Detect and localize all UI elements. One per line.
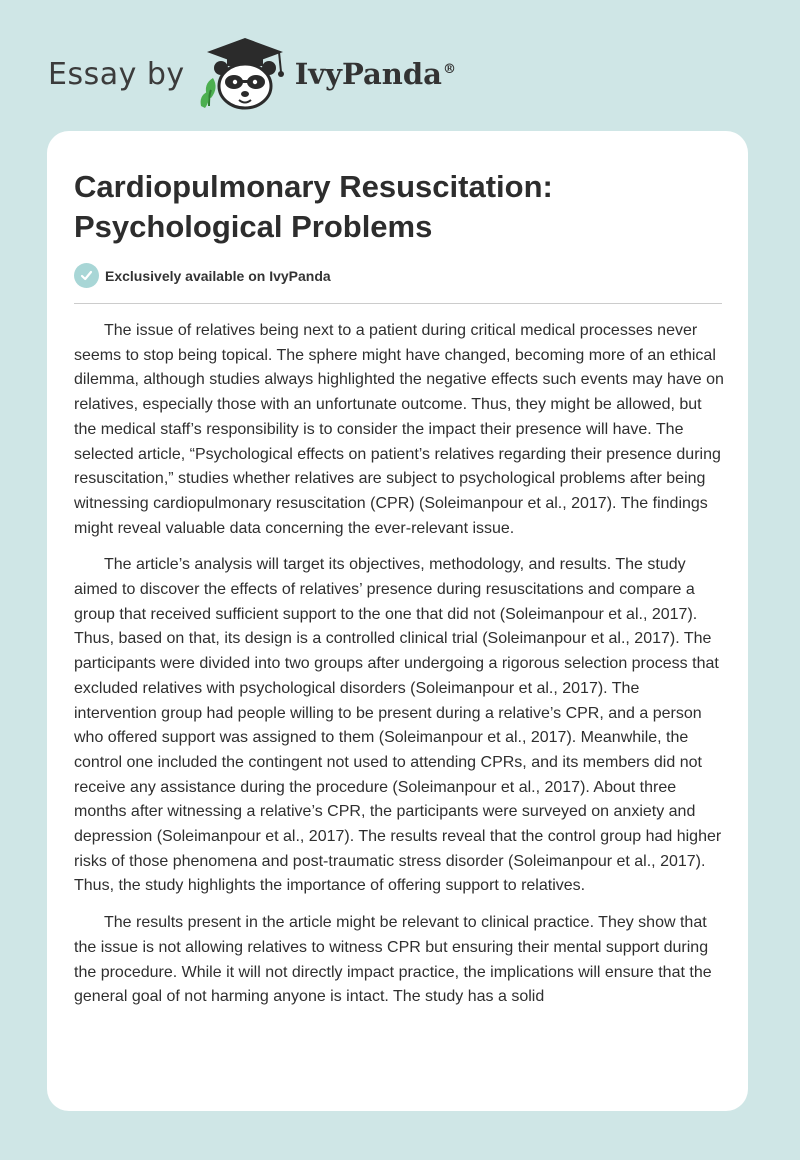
paragraph-1: The issue of relatives being next to a patient during critical medical processes never seems to stop being topical. The sphere might have changed, becoming more of an ethical dilemma, although studies always highlighted the negative effects such events may have on relatives, especially those with an unfortunate outcome. Thus, they might be allowed, but the medical staff’s responsibility is to consider the impact their presence will have. The selected article, “Psychological effects on patient’s relatives regarding their presence during resuscitation,” studies whether relatives are subject to psychological problems after being witnessing cardiopulmonary resuscitation (CPR) (Soleimanpour et al., 2017). The findings might reveal valuable data concerning the ever-relevant issue.	[74, 322, 724, 537]
essay-title: Cardiopulmonary Resuscitation: Psychological Problems	[74, 169, 553, 244]
brand-name	[295, 57, 456, 91]
trademark-symbol: ®	[442, 62, 456, 78]
panda-mascot-icon	[199, 34, 291, 114]
divider	[74, 303, 722, 304]
exclusive-label: Exclusively available on IvyPanda	[105, 267, 331, 284]
paragraph-2: The article’s analysis will target its objectives, methodology, and results. The study aimed to discover the effects of relatives’ presence during resuscitations and compare a group that received sufficient support to the one that did not (Soleimanpour et al., 2017). Thus, based on that, its design is a controlled clinical trial (Soleimanpour et al., 2017). The participants were divided into two groups after undergoing a rigorous selection process that excluded relatives with psychological disorders (Soleimanpour et al., 2017). The intervention group had people willing to be present during a relative’s CPR, and a person who offered support was assigned to them (Soleimanpour et al., 2017). Meanwhile, the control one included the contingent not used to attending CPRs, and its members did not receive any assistance during the procedure (Soleimanpour et al., 2017). About three months after witnessing a relative’s CPR, the participants were surveyed on anxiety and depression (Soleimanpour et al., 2017). The results reveal that the control group had higher risks of those phenomena and post-traumatic stress disorder (Soleimanpour et al., 2017). Thus, the study highlights the importance of offering support to relatives.	[74, 556, 722, 895]
exclusive-badge	[74, 263, 331, 288]
check-circle-icon	[74, 263, 99, 288]
paragraph-3: The results present in the article might be relevant to clinical practice. They show that the issue is not allowing relatives to witness CPR but ensuring their mental support during the procedure. While it will not directly impact practice, the implications will ensure that the general goal of not harming anyone is intact. The study has a solid	[74, 914, 712, 1006]
essay-body	[74, 319, 724, 1071]
essay-card	[47, 131, 748, 1111]
brand-name-text: IvyPanda	[294, 57, 442, 91]
site-logo[interactable]	[48, 34, 456, 114]
essay-by-label: Essay by	[48, 56, 185, 92]
